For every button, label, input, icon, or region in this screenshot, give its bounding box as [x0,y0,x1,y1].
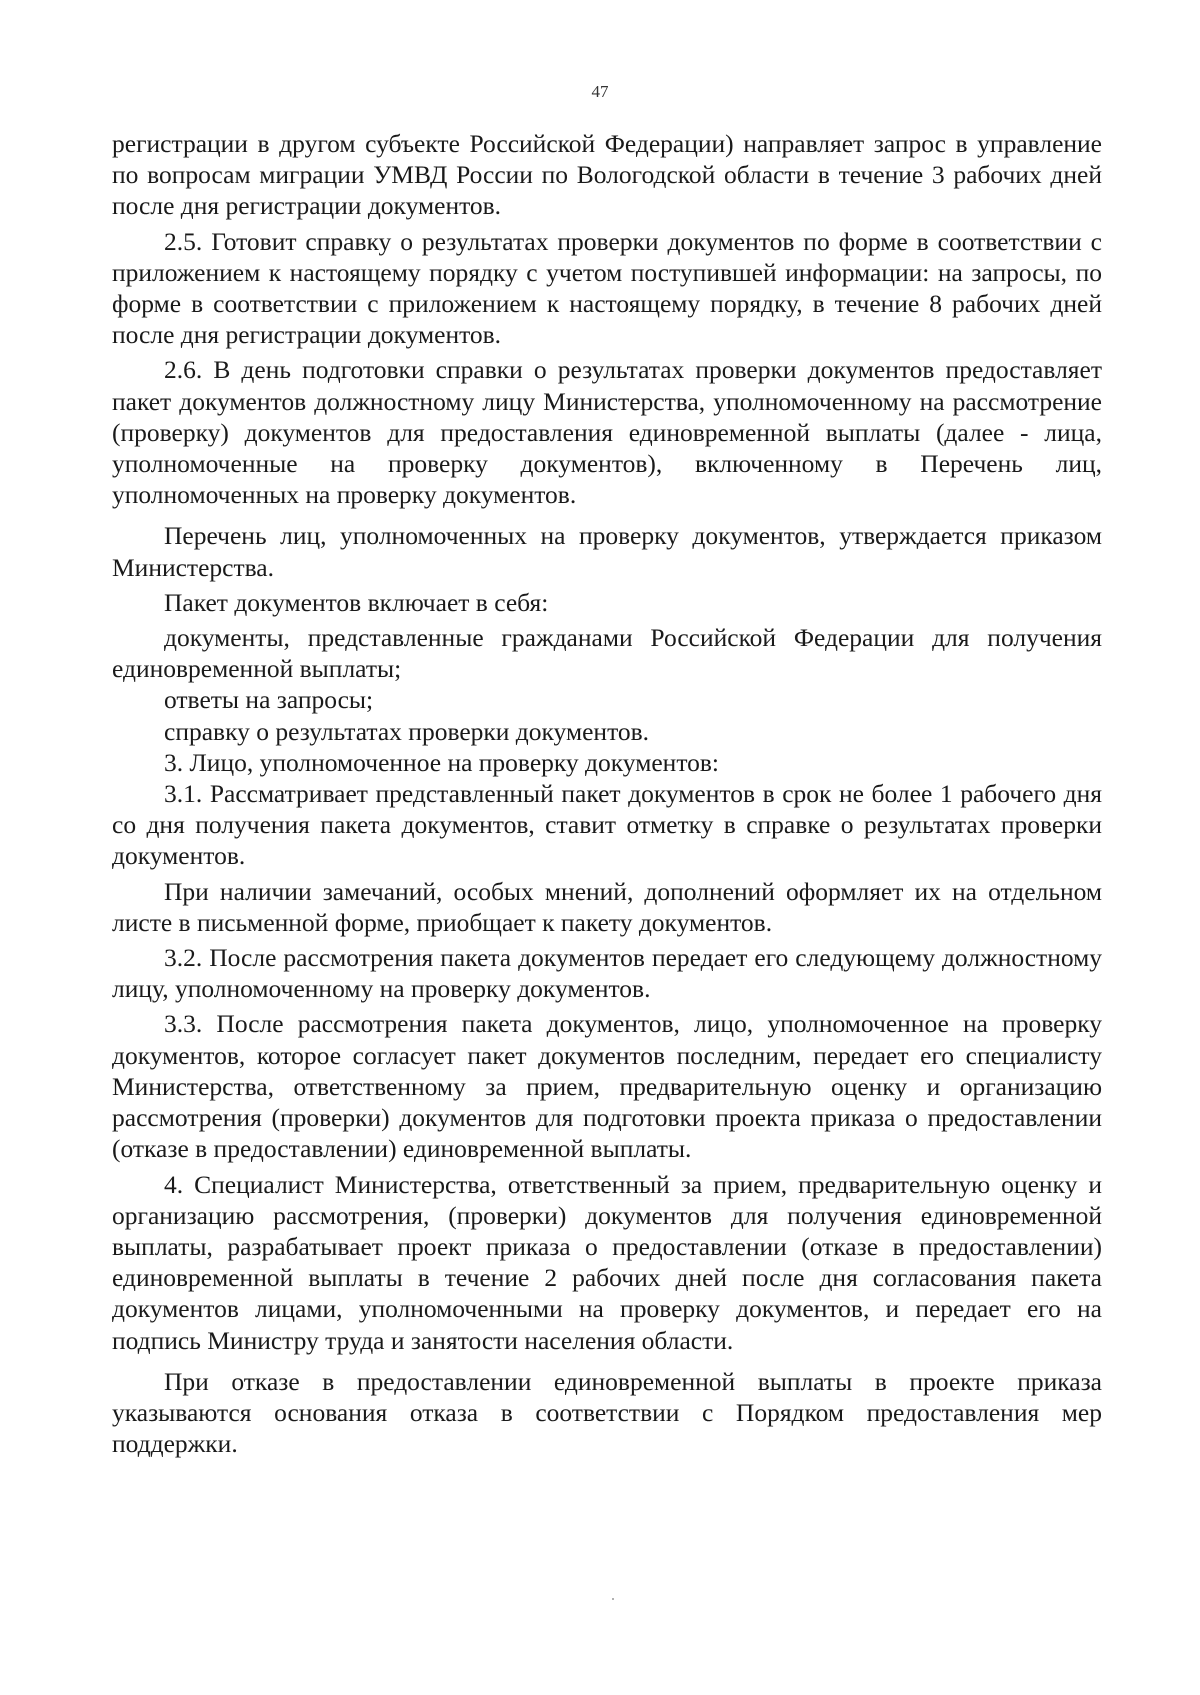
paragraph-registration-continuation: регистрации в другом субъекте Российской Федерации) направляет запрос в управление по вопросам миграции УМВД России по Вологодской области в течение 3 рабочих дней после дня регистрации документов. [112,129,1102,221]
paragraph-3-2: 3.2. После рассмотрения пакета документов передает его следующему должностному лицу, уполномоченному на проверку документов. [112,943,1102,1004]
scan-speck [612,1598,614,1600]
paragraph-2-6: 2.6. В день подготовки справки о результатах проверки документов предоставляет пакет документов должностному лицу Министерства, уполномоченному на рассмотрение (проверку) документов для предоставления единовременной выплаты (далее - лица, уполномоченные на проверку документов), включенному в Перечень лиц, уполномоченных на проверку документов. [112,355,1102,510]
document-body [112,128,1102,1459]
paragraph-3-1: 3.1. Рассматривает представленный пакет документов в срок не более 1 рабочего дня со дня получения пакета документов, ставит отметку в справке о результатах проверки документов. [112,779,1102,871]
paragraph-3-3: 3.3. После рассмотрения пакета документов, лицо, уполномоченное на проверку документов, которое согласует пакет документов последним, передает его специалисту Министерства, ответственному за прием, предварительную оценку и организацию рассмотрения (проверки) документов для подготовки проекта приказа о предоставлении (отказе в предоставлении) единовременной выплаты. [112,1009,1102,1164]
paragraph-3: 3. Лицо, уполномоченное на проверку документов: [164,747,719,777]
page-number: 47 [591,82,609,101]
paragraph-remarks: При наличии замечаний, особых мнений, дополнений оформляет их на отдельном листе в письменной форме, приобщает к пакету документов. [112,876,1102,937]
paragraph-4: 4. Специалист Министерства, ответственный за прием, предварительную оценку и организацию рассмотрения, (проверки) документов для получения единовременной выплаты, разрабатывает проект приказа о предоставлении (отказе в предоставлении) единовременной выплаты в течение 2 рабочих дней после дня согласования пакета документов лицами, уполномоченными на проверку документов, и передает его на подпись Министру труда и занятости населения области. [112,1169,1102,1355]
paragraph-2-5: 2.5. Готовит справку о результатах проверки документов по форме в соответствии с приложением к настоящему порядку с учетом поступившей информации: на запросы, по форме в соответствии с приложением к настоящему порядку, в течение 8 рабочих дней после дня регистрации документов. [112,226,1102,350]
list-item-responses: ответы на запросы; [164,685,374,715]
paragraph-refusal: При отказе в предоставлении единовременной выплаты в проекте приказа указываются основания отказа в соответствии с Порядком предоставления мер поддержки. [112,1366,1102,1459]
list-item-certificate: справку о результатах проверки документов. [164,716,650,746]
paragraph-list-approval: Перечень лиц, уполномоченных на проверку документов, утверждается приказом Министерства. [112,521,1102,582]
paragraph-package-contents: Пакет документов включает в себя: [164,587,549,617]
list-item-documents: документы, представленные гражданами Российской Федерации для получения единовременной выплаты; [112,623,1102,684]
